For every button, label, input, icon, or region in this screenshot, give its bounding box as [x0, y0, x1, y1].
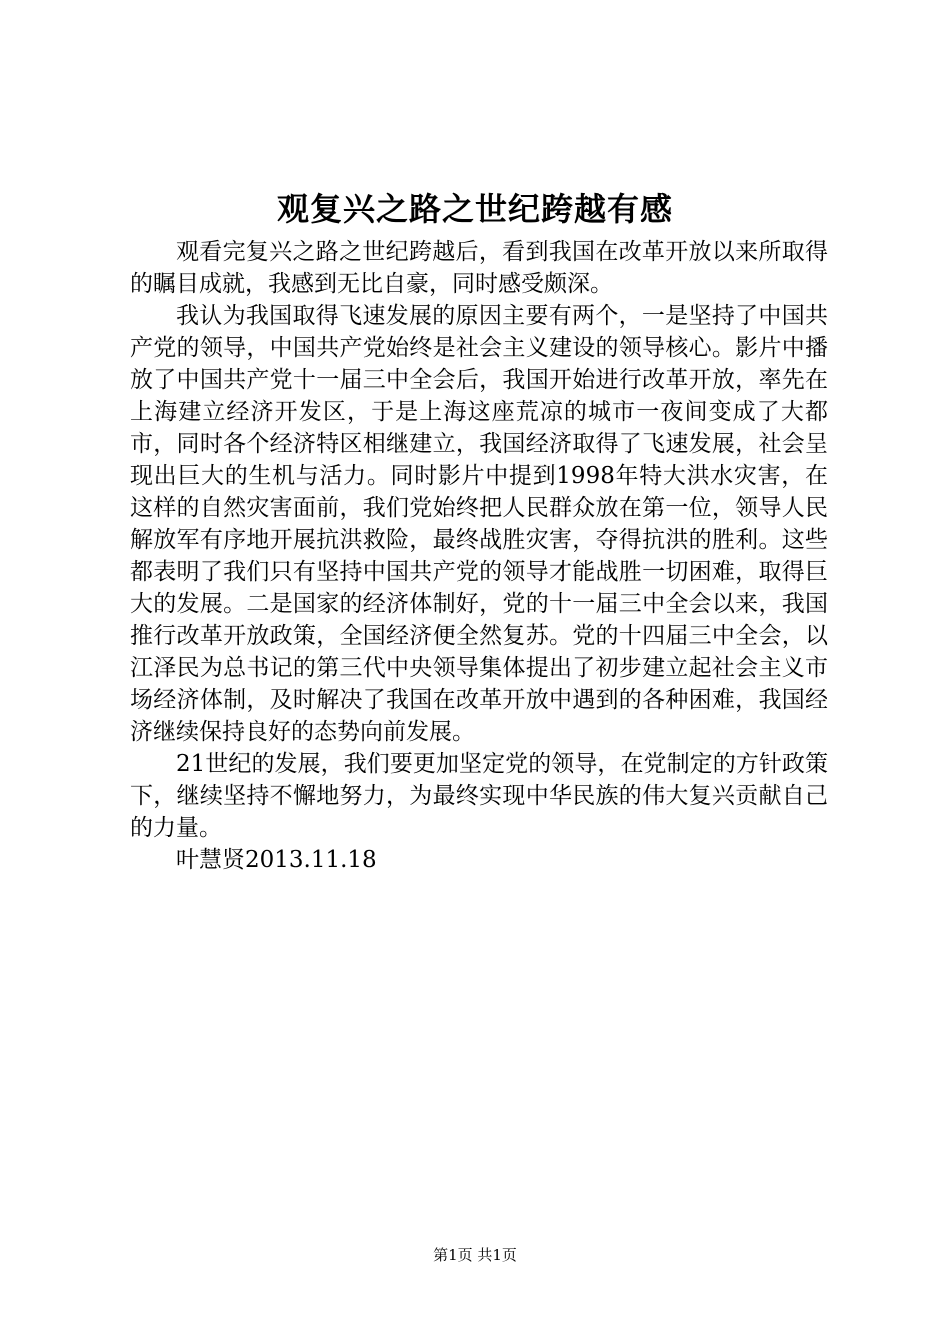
- page-footer: 第1页 共1页: [433, 1246, 517, 1264]
- paragraph-3: 21世纪的发展，我们要更加坚定党的领导，在党制定的方针政策下，继续坚持不懈地努力，为最终实现中华民族的伟大复兴贡献自己的力量。: [130, 751, 828, 841]
- paragraph-1: 观看完复兴之路之世纪跨越后，看到我国在改革开放以来所取得的瞩目成就，我感到无比自豪，同时感受颇深。: [130, 239, 828, 297]
- signature-line: 叶慧贤2013.11.18: [176, 847, 377, 873]
- document-body: [130, 236, 828, 876]
- document-title: 观复兴之路之世纪跨越有感: [276, 190, 673, 228]
- paragraph-2: 我认为我国取得飞速发展的原因主要有两个，一是坚持了中国共产党的领导，中国共产党始终是社会主义建设的领导核心。影片中播放了中国共产党十一届三中全会后，我国开始进行改革开放，率先在上海建立经济开发区，于是上海这座荒凉的城市一夜间变成了大都市，同时各个经济特区相继建立，我国经济取得了飞速发展，社会呈现出巨大的生机与活力。同时影片中提到1998年特大洪水灾害，在这样的自然灾害面前，我们党始终把人民群众放在第一位，领导人民解放军有序地开展抗洪救险，最终战胜灾害，夺得抗洪的胜利。这些都表明了我们只有坚持中国共产党的领导才能战胜一切困难，取得巨大的发展。二是国家的经济体制好，党的十一届三中全会以来，我国推行改革开放政策，全国经济便全然复苏。党的十四届三中全会，以江泽民为总书记的第三代中央领导集体提出了初步建立起社会主义市场经济体制，及时解决了我国在改革开放中遇到的各种困难，我国经济继续保持良好的态势向前发展。: [130, 303, 828, 745]
